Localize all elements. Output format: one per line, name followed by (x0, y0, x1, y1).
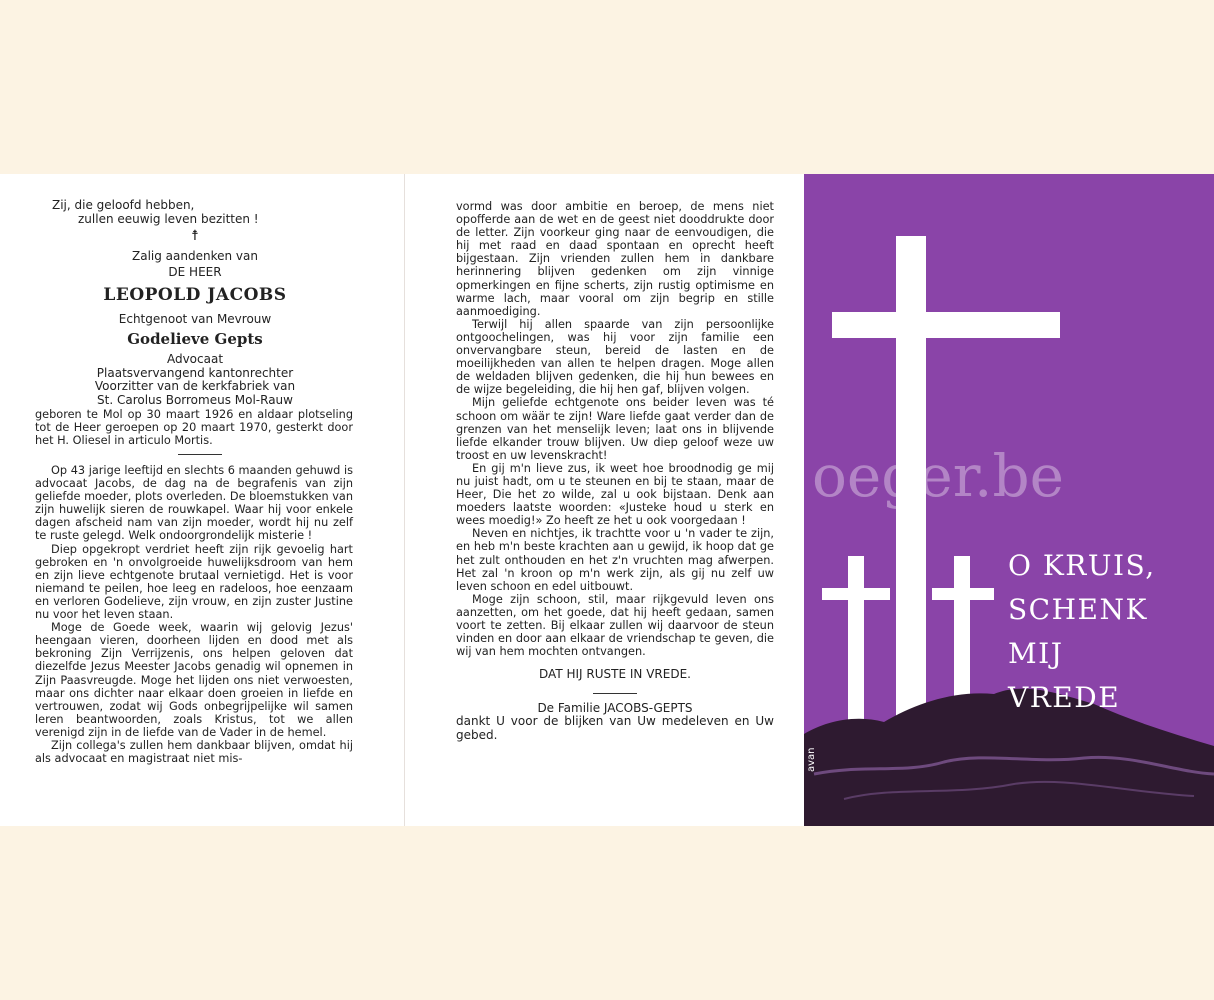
cross-icon: ☨ (191, 228, 199, 244)
role-line: St. Carolus Borromeus Mol-Rauw (97, 392, 293, 407)
body-paragraph: Diep opgekropt verdriet heeft zijn rijk gevoelig hart gebroken en 'n onvolgroeide huwelijksdroom van hem en zijn lieve echtgenote brutaal vernietigd. Het is voor niemand te peilen, hoe leeg en radeloos, hoe eenzaam en verloren Godelieve, zijn vrouw, en zijn zuster Justine nu voor het leven staan. (35, 542, 353, 622)
roles-list (60, 353, 330, 407)
cover-title-line: VREDE (1008, 681, 1121, 714)
family-signature: De Familie JACOBS-GEPTS (537, 701, 693, 716)
role-line: Plaatsvervangend kantonrechter (96, 365, 294, 380)
birth-death-text (35, 408, 353, 447)
motto-line-2: zullen eeuwig leven bezitten ! (78, 212, 259, 226)
header-block (60, 248, 330, 407)
birth-death: geboren te Mol op 30 maart 1926 en aldaar plotseling tot de Heer geroepen op 20 maart 1970, gesterkt door het H. Oliesel in articulo Mortis. (35, 408, 353, 448)
memorial-intro: Zalig aandenken van (132, 249, 258, 263)
small-cross-right-bar (932, 588, 994, 600)
body-paragraph: En gij m'n lieve zus, ik weet hoe broodnodig ge mij nu juist hadt, om u te steunen en bij te staan, maar de Heer, Die het zo wilde, zal u ook bijstaan. Denk aan moeders laatste woorden: «Justeke houd u sterk en wees moedig!» Zo heeft ze het u ook voorgedaan ! (456, 461, 774, 528)
body-paragraph: Moge de Goede week, waarin wij gelovig Jezus' heengaan vieren, doorheen lijden en dood met als bekroning Zijn Verrijzenis, ons helpen geloven dat diezelfde Jezus Meester Jacobs genadig wil opnemen in Zijn Paasvreugde. Moge het lijden ons niet verwoesten, maar ons dichter naar elkaar doen groeien in liefde en vertrouwen, zodat wij Gods onbegrijpelijke wil samen leren beantwoorden, zoals Kristus, tot we allen verenigd zijn in de liefde van de Vader in de hemel. (35, 621, 353, 739)
closing-line: DAT HIJ RUSTE IN VREDE. (539, 667, 691, 682)
motto (52, 198, 352, 226)
divider (178, 454, 222, 455)
small-cross-left-icon (848, 556, 864, 736)
deceased-name: LEOPOLD JACOBS (103, 285, 287, 305)
spouse-intro: Echtgenoot van Mevrouw (118, 312, 272, 326)
spouse-name: Godelieve Gepts (127, 330, 263, 348)
big-cross-bar (832, 312, 1060, 338)
body-paragraph: Terwijl hij allen spaarde van zijn persoonlijke ontgoochelingen, was hij voor zijn familie een onvervangbare steun, bereid de lasten en de moeilijkheden van allen te helpen dragen. Moge allen de weldaden blijven gedenken, die hij hun bewees en de wijze begeleiding, die hij hen gaf, blijven volgen. (456, 317, 774, 397)
title-prefix: DE HEER (168, 265, 222, 279)
body-paragraph: vormd was door ambitie en beroep, de mens niet opofferde aan de wet en de geest niet dooddrukte door de letter. Zijn voorkeur ging naar de eenvoudigen, die hij met raad en daad spontaan en oprecht heeft bijgestaan. Zijn vrienden zullen hem in dankbare herinnering blijven gedenken om zijn vinnige opmerkingen en fijne scherts, zijn rustig optimisme en warme lach, maar vooral om zijn begrip en stille aanmoediging. (456, 200, 774, 318)
body-paragraph: Moge zijn schoon, stil, maar rijkgevuld leven ons aanzetten, om het goede, dat hij heeft gedaan, samen voort te zetten. Bij elkaar zullen wij daarvoor de steun vinden en door aan elkaar de vriendschap te geven, die wij van hem mochten ontvangen. (456, 592, 774, 659)
cover-title (1008, 544, 1156, 720)
motto-line-1: Zij, die geloofd hebben, (52, 198, 195, 212)
small-cross-left-bar (822, 588, 890, 600)
body-paragraph: Neven en nichtjes, ik trachtte voor u 'n vader te zijn, en heb m'n beste krachten aan u gewijd, ik hoop dat ge het zult onthouden en het z'n vruchten mag afwerpen. Het zal 'n kroon op m'n werk zijn, als gij nu zelf uw leven schoon en edel uitbouwt. (456, 527, 774, 593)
panel-left (0, 174, 404, 826)
panel-middle (404, 174, 804, 826)
artist-signature: avan (806, 747, 817, 772)
role-line: Voorzitter van de kerkfabriek van (94, 379, 296, 394)
divider (593, 693, 637, 694)
body-paragraph: Zijn collega's zullen hem dankbaar blijven, omdat hij als advocaat en magistraat niet mis- (35, 738, 353, 766)
body-paragraph: Op 43 jarige leeftijd en slechts 6 maanden gehuwd is advocaat Jacobs, de dag na de begrafenis van zijn geliefde moeder, plots overleden. De bloemstukken van zijn huwelijk sieren de rouwkapel. Waar hij voor enkele dagen afscheid nam van zijn moeder, wordt hij nu zelf te ruste gelegd. Welk ondoorgrondelijk misterie ! (35, 464, 353, 543)
cover-title-line: MIJ (1008, 637, 1064, 670)
role-line: Advocaat (166, 352, 224, 366)
watermark: oeger.be (812, 442, 1064, 510)
cover-title-line: SCHENK (1008, 593, 1148, 626)
cover-title-line: O KRUIS, (1008, 549, 1156, 582)
left-body-text (35, 464, 353, 765)
middle-body-text (456, 200, 774, 742)
body-paragraph: Mijn geliefde echtgenote ons beider leven was té schoon om wäär te zijn! Ware liefde gaat verder dan de grenzen van het menselijk leven; laat ons in blijvende liefde elkander trouw blijven. Uw diep geloof weze uw troost en uw levenskracht! (456, 396, 774, 462)
thanks-line: dankt U voor de blijken van Uw medeleven en Uw gebed. (456, 714, 774, 742)
